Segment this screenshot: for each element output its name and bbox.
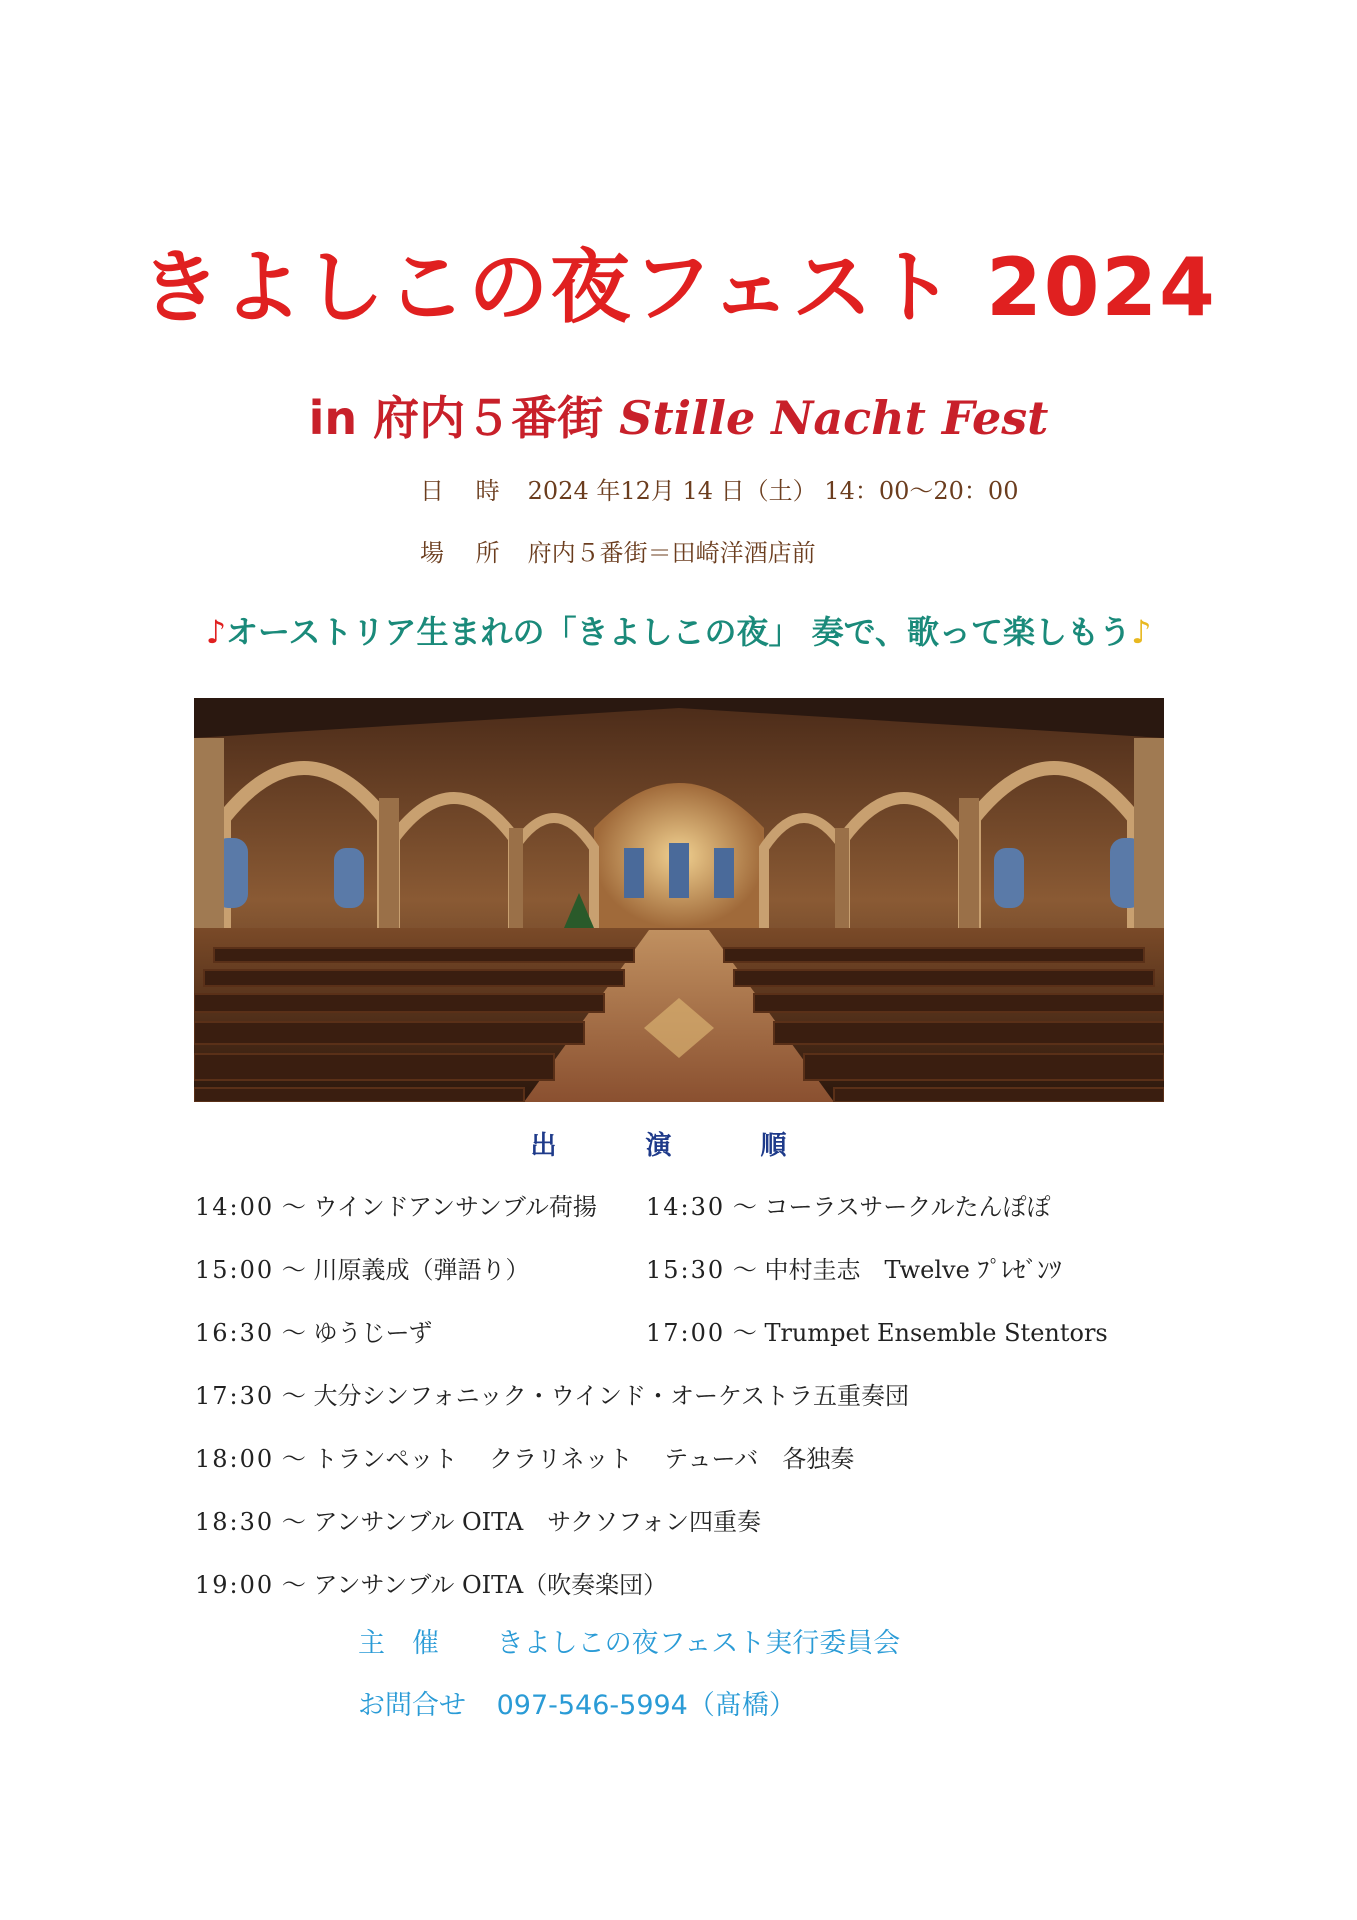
lineup-tilde: ～ [281,1508,306,1536]
lineup-item [195,1379,909,1413]
lineup-name: ウインドアンサンブル荷揚 [313,1193,597,1221]
lineup-time: 15:30 [646,1256,726,1284]
host-line [358,1624,900,1664]
cathedral-photo [194,698,1164,1102]
lineup-name: Trumpet Ensemble Stentors [764,1319,1108,1347]
lineup-item [195,1253,529,1287]
subtitle-prefix: in 府内５番街 [308,391,604,445]
lineup-item [195,1190,597,1224]
lineup-time: 14:00 [195,1193,275,1221]
contact-value: 097-546-5994（髙橋） [496,1690,796,1721]
contact-line [358,1686,796,1726]
lineup-time: 14:30 [646,1193,726,1221]
lineup-name: 中村圭志 Twelve ﾌﾟﾚｾﾞﾝﾂ [764,1256,1062,1284]
lineup-tilde: ～ [281,1382,306,1410]
lineup-name: ゆうじーず [313,1319,433,1347]
lineup-name: 大分シンフォニック・ウインド・オーケストラ五重奏団 [313,1382,910,1410]
date-value: 2024 年12月 14 日（土） 14：00～20：00 [527,477,1019,505]
place-label: 場 所 [420,539,512,567]
lineup-item [646,1190,1051,1224]
tagline-text: オーストリア生まれの「きよしこの夜」 奏で、歌って楽しもう [226,613,1131,651]
lineup-time: 16:30 [195,1319,275,1347]
lineup-tilde: ～ [732,1193,757,1221]
date-label: 日 時 [420,477,512,505]
lineup-title: 出 演 順 [530,1131,827,1161]
cathedral-illustration [194,698,1164,1102]
lineup-tilde: ～ [281,1445,306,1473]
lineup-item [195,1505,761,1539]
place-line [420,536,816,570]
lineup-item [646,1253,1061,1287]
lineup-item [195,1442,854,1476]
lineup-time: 17:30 [195,1382,275,1410]
lineup-tilde: ～ [281,1571,306,1599]
lineup-time: 18:30 [195,1508,275,1536]
poster-title: きよしこの夜フェスト 2024 [140,241,1217,334]
lineup-name: コーラスサークルたんぽぽ [764,1193,1051,1221]
subtitle-script: Stille Nacht Fest [619,391,1049,445]
music-note-icon: ♪ [1130,613,1152,651]
date-line [420,474,1018,508]
poster-subtitle [0,388,1357,448]
lineup-time: 15:00 [195,1256,275,1284]
lineup-tilde: ～ [732,1256,757,1284]
lineup-name: トランペット クラリネット テューバ 各独奏 [313,1445,855,1473]
lineup-item [195,1316,432,1350]
lineup-name: アンサンブル OITA（吹奏楽団） [313,1571,668,1599]
place-value: 府内５番街＝田崎洋酒店前 [527,539,816,567]
music-note-icon: ♪ [205,613,227,651]
host-label: 主 催 [358,1628,439,1659]
host-value: きよしこの夜フェスト実行委員会 [496,1628,901,1659]
lineup-time: 18:00 [195,1445,275,1473]
lineup-tilde: ～ [281,1193,306,1221]
lineup-time: 17:00 [646,1319,726,1347]
lineup-time: 19:00 [195,1571,275,1599]
lineup-item [646,1316,1108,1350]
lineup-name: アンサンブル OITA サクソフォン四重奏 [313,1508,761,1536]
lineup-tilde: ～ [281,1319,306,1347]
contact-label: お問合せ [358,1690,466,1721]
lineup-name: 川原義成（弾語り） [313,1256,530,1284]
lineup-tilde: ～ [732,1319,757,1347]
lineup-item [195,1568,667,1602]
lineup-tilde: ～ [281,1256,306,1284]
tagline [0,610,1357,654]
